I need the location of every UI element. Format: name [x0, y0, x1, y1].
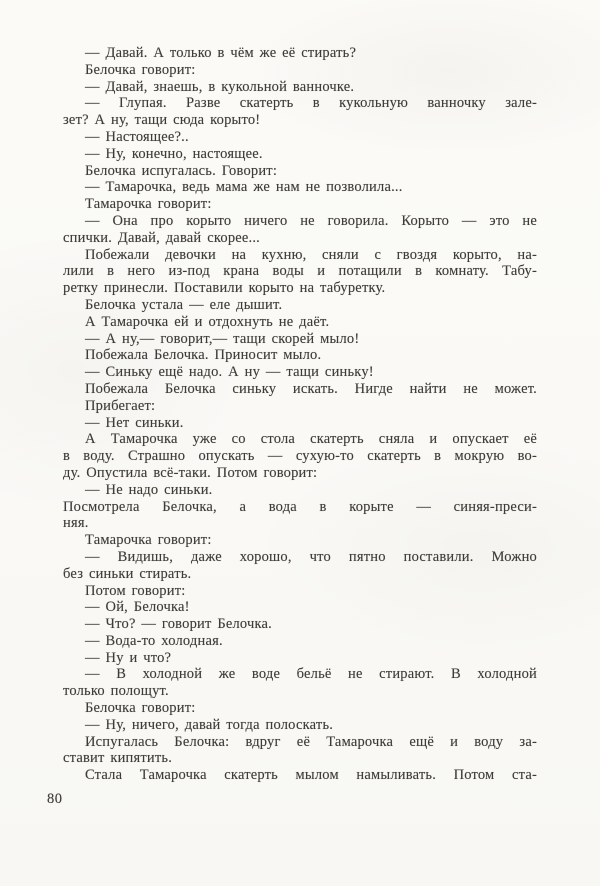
text-line: Тамарочка говорит:	[85, 196, 212, 213]
text-line: — Нет синьки.	[85, 414, 184, 431]
text-line: только полощут.	[63, 683, 169, 700]
text-line: — Что? — говорит Белочка.	[85, 616, 272, 633]
text-line: — Не надо синьки.	[85, 481, 213, 498]
text-line: — Ну, ничего, давай тогда полоскать.	[85, 716, 334, 733]
page-number: 80	[47, 791, 63, 807]
text-line: Белочка говорит:	[85, 61, 196, 78]
text-line: без синьки стирать.	[63, 565, 192, 582]
text-line: лили в него из-под крана воды и потащили в комнату. Табу-	[63, 263, 537, 280]
text-line: — Ну, конечно, настоящее.	[85, 145, 263, 162]
text-line: — Глупая. Разве скатерть в кукольную ванночку зале-	[85, 95, 537, 112]
text-line: Тамарочка говорит:	[85, 532, 212, 549]
text-line: — В холодной же воде бельё не стирают. В холодной	[85, 666, 537, 683]
text-line: Белочка испугалась. Говорит:	[85, 162, 278, 179]
text-line: Белочка устала — еле дышит.	[85, 296, 283, 313]
text-line: няя.	[63, 515, 89, 532]
text-line: зет? А ну, тащи сюда корыто!	[63, 112, 261, 129]
text-block	[63, 45, 537, 784]
text-line: Посмотрела Белочка, а вода в корыте — синяя-преси-	[63, 498, 537, 515]
text-line: А Тамарочка уже со стола скатерть сняла и опускает её	[85, 431, 537, 448]
text-line: — Ну и что?	[85, 649, 172, 666]
text-line: — Ой, Белочка!	[85, 599, 190, 616]
text-line: — Тамарочка, ведь мама же нам не позволила...	[85, 179, 403, 196]
text-line: Стала Тамарочка скатерть мылом намыливать. Потом ста-	[85, 767, 537, 784]
text-line: в воду. Страшно опускать — сухую-то скатерть в мокрую во-	[63, 448, 537, 465]
text-line: А Тамарочка ей и отдохнуть не даёт.	[85, 313, 330, 330]
text-line: Белочка говорит:	[85, 700, 196, 717]
text-line: — Синьку ещё надо. А ну — тащи синьку!	[85, 364, 374, 381]
text-line: — Видишь, даже хорошо, что пятно поставили. Можно	[85, 548, 537, 565]
text-line: — Она про корыто ничего не говорила. Корыто — это не	[85, 212, 537, 229]
text-line: Побежала Белочка синьку искать. Нигде найти не может.	[85, 380, 537, 397]
text-line: — Вода-то холодная.	[85, 632, 223, 649]
text-line: Побежала Белочка. Приносит мыло.	[85, 347, 322, 364]
text-line: спички. Давай, давай скорее...	[63, 229, 261, 246]
text-line: ду. Опустила всё-таки. Потом говорит:	[63, 464, 318, 481]
text-line: — Давай. А только в чём же её стирать?	[85, 45, 357, 61]
text-line: — А ну,— говорит,— тащи скорей мыло!	[85, 330, 360, 347]
text-line: ставит кипятить.	[63, 750, 173, 767]
text-line: ретку принесли. Поставили корыто на табуретку.	[63, 280, 386, 297]
text-line: Потом говорит:	[85, 582, 186, 599]
text-line: — Настоящее?..	[85, 128, 189, 145]
text-line: Побежали девочки на кухню, сняли с гвоздя корыто, на-	[85, 246, 537, 263]
text-line: Испугалась Белочка: вдруг её Тамарочка ещё и воду за-	[85, 733, 537, 750]
text-line: — Давай, знаешь, в кукольной ванночке.	[85, 78, 355, 95]
text-line: Прибегает:	[85, 397, 156, 414]
